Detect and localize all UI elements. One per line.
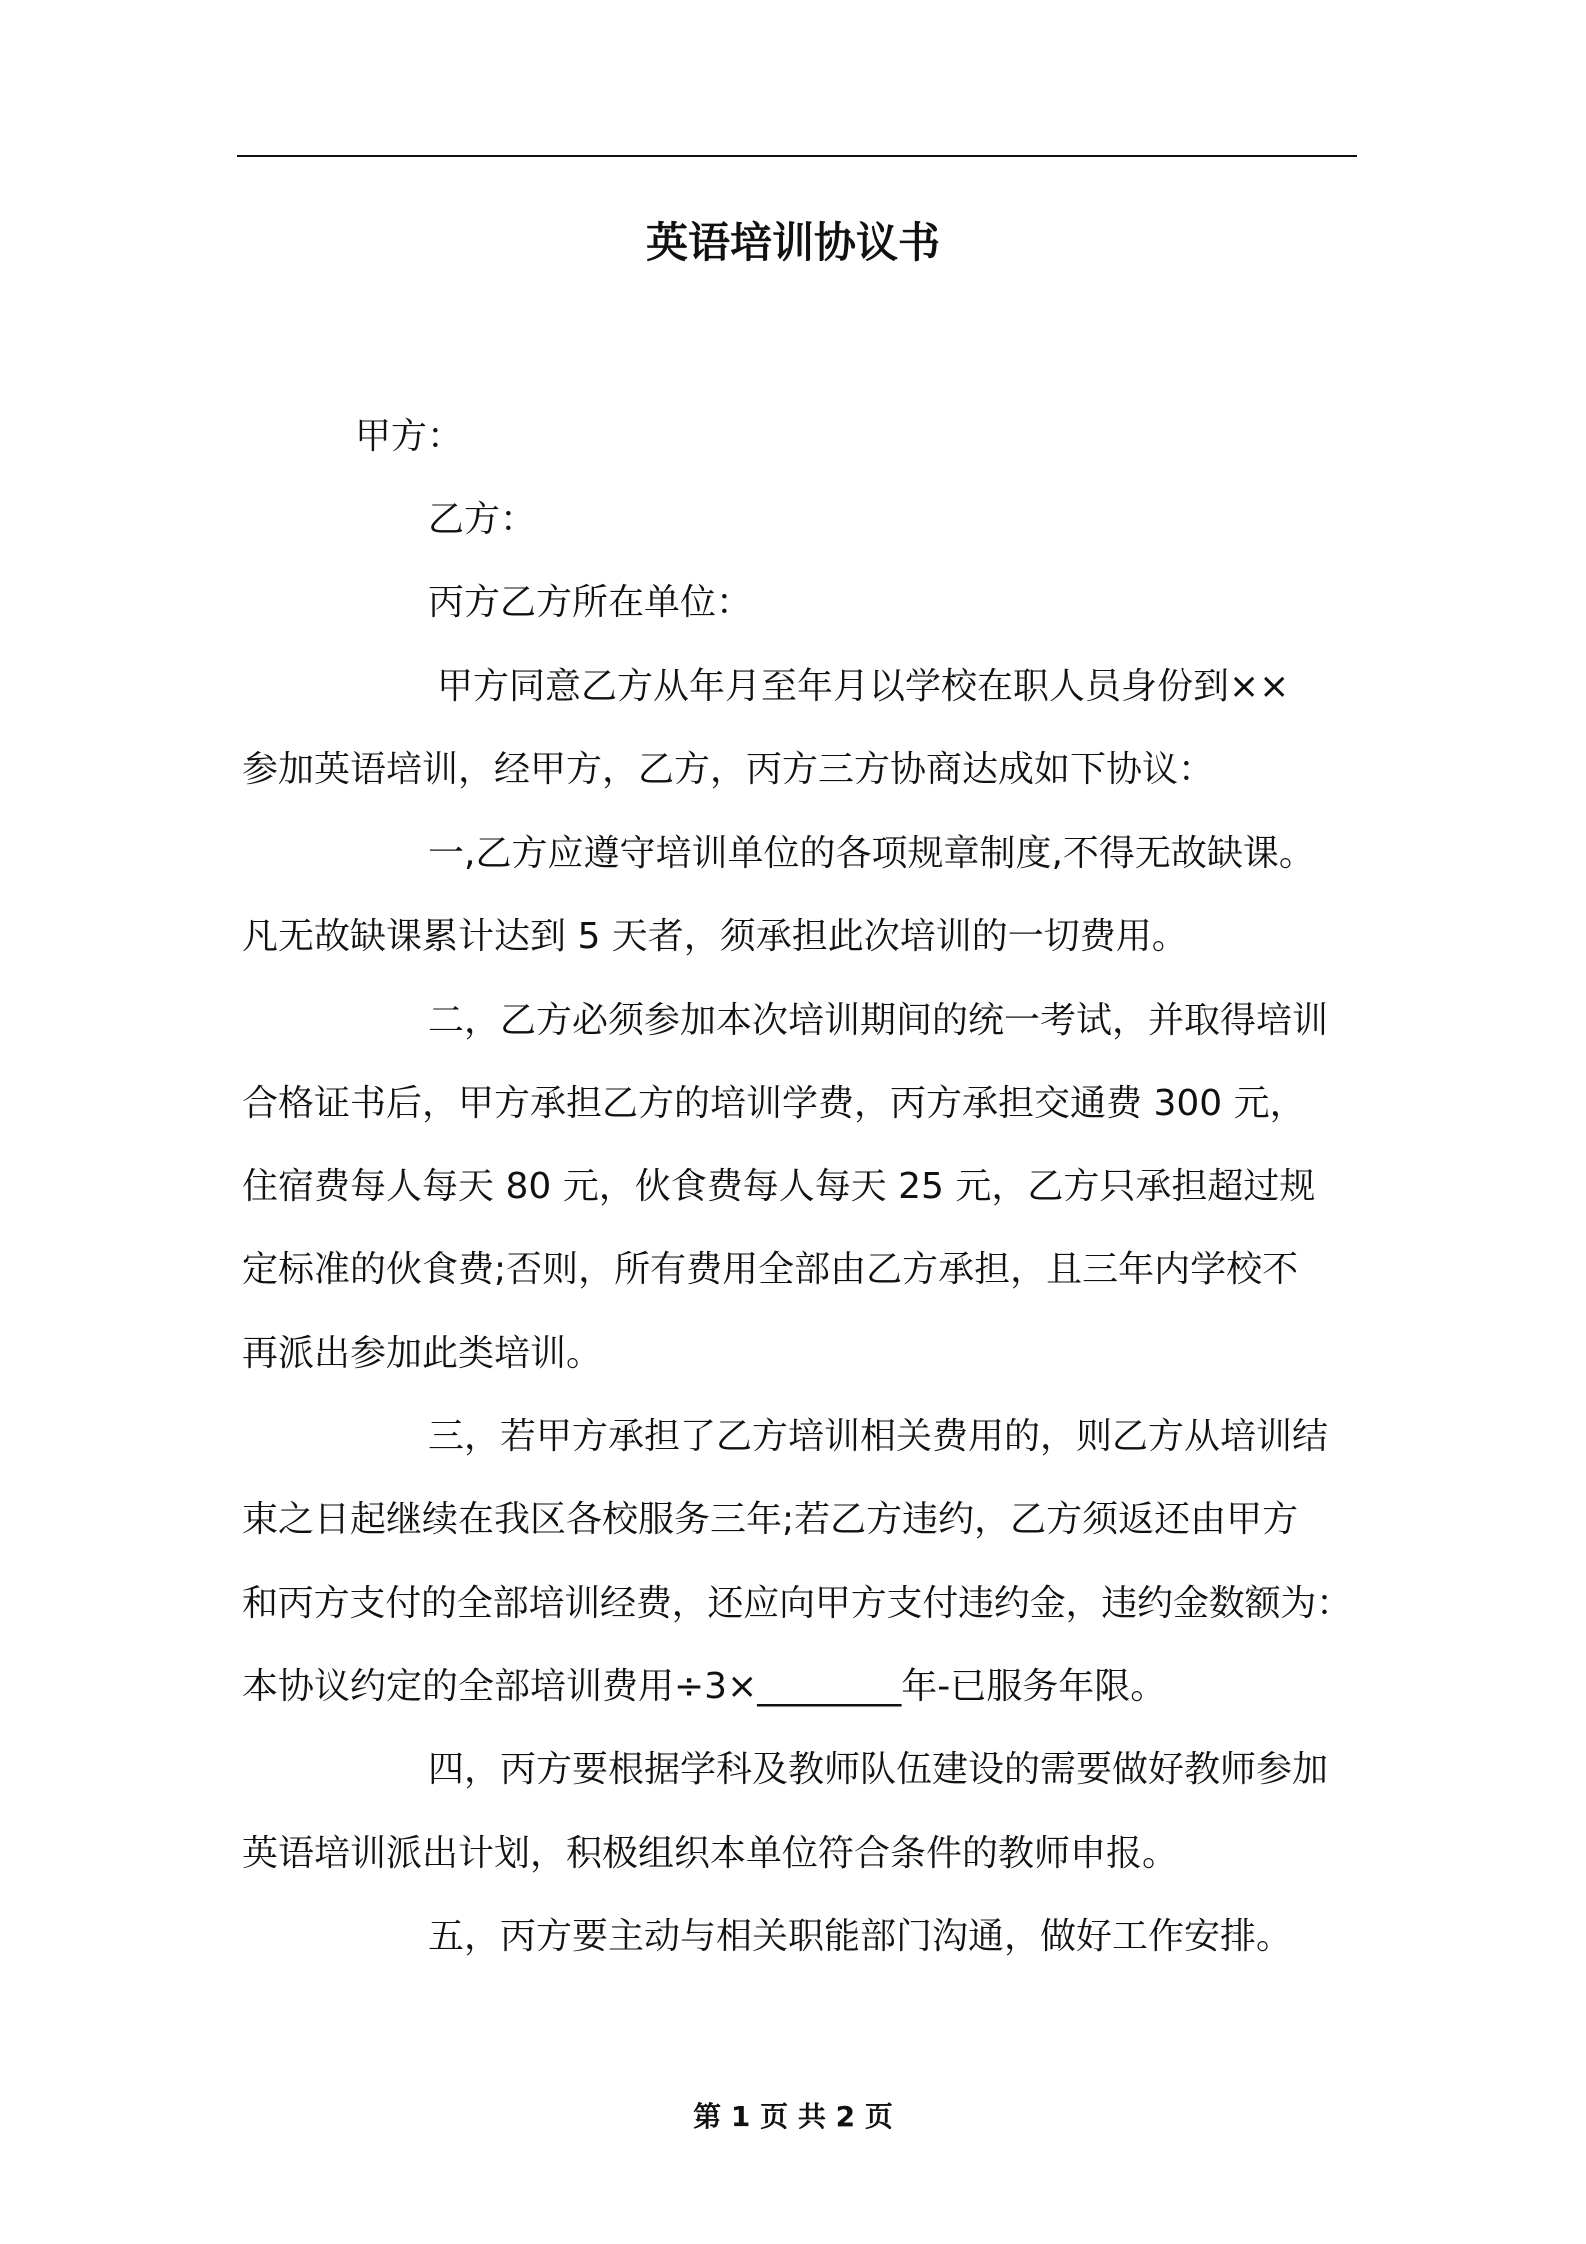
header-rule xyxy=(237,155,1357,157)
clause-3-line-1: 三，若甲方承担了乙方培训相关费用的，则乙方从培训结 xyxy=(428,1416,1329,1457)
clause-1-line-1: 一,乙方应遵守培训单位的各项规章制度,不得无故缺课。 xyxy=(428,833,1315,874)
clause-2-line-2: 合格证书后，甲方承担乙方的培训学费，丙方承担交通费 300 元， xyxy=(242,1083,1306,1124)
intro-line-2: 参加英语培训，经甲方，乙方，丙方三方协商达成如下协议： xyxy=(242,749,1215,790)
party-b-line: 乙方： xyxy=(428,499,537,540)
clause-2-line-5: 再派出参加此类培训。 xyxy=(242,1333,603,1374)
clause-1-line-2: 凡无故缺课累计达到 5 天者，须承担此次培训的一切费用。 xyxy=(242,916,1188,957)
party-c-line: 丙方乙方所在单位： xyxy=(428,582,753,623)
clause-4-line-1: 四，丙方要根据学科及教师队伍建设的需要做好教师参加 xyxy=(428,1749,1329,1790)
page-number: 第 1 页 共 2 页 xyxy=(693,2100,893,2133)
intro-line-1: 甲方同意乙方从年月至年月以学校在职人员身份到×× xyxy=(437,666,1290,707)
clause-3-line-3: 和丙方支付的全部培训经费，还应向甲方支付违约金，违约金数额为： xyxy=(242,1583,1352,1624)
clause-2-line-3: 住宿费每人每天 80 元，伙食费每人每天 25 元，乙方只承担超过规 xyxy=(242,1166,1316,1207)
clause-5-line-1: 五，丙方要主动与相关职能部门沟通，做好工作安排。 xyxy=(428,1916,1293,1957)
clause-3-line-4: 本协议约定的全部培训费用÷3×________年-已服务年限。 xyxy=(242,1666,1167,1707)
clause-3-line-2: 束之日起继续在我区各校服务三年;若乙方违约，乙方须返还由甲方 xyxy=(242,1499,1299,1540)
clause-2-line-4: 定标准的伙食费;否则，所有费用全部由乙方承担，且三年内学校不 xyxy=(242,1249,1299,1290)
clause-2-line-1: 二，乙方必须参加本次培训期间的统一考试，并取得培训 xyxy=(428,1000,1329,1041)
document-title: 英语培训协议书 xyxy=(645,218,940,267)
clause-4-line-2: 英语培训派出计划，积极组织本单位符合条件的教师申报。 xyxy=(242,1833,1179,1874)
party-a-line: 甲方： xyxy=(355,416,464,457)
